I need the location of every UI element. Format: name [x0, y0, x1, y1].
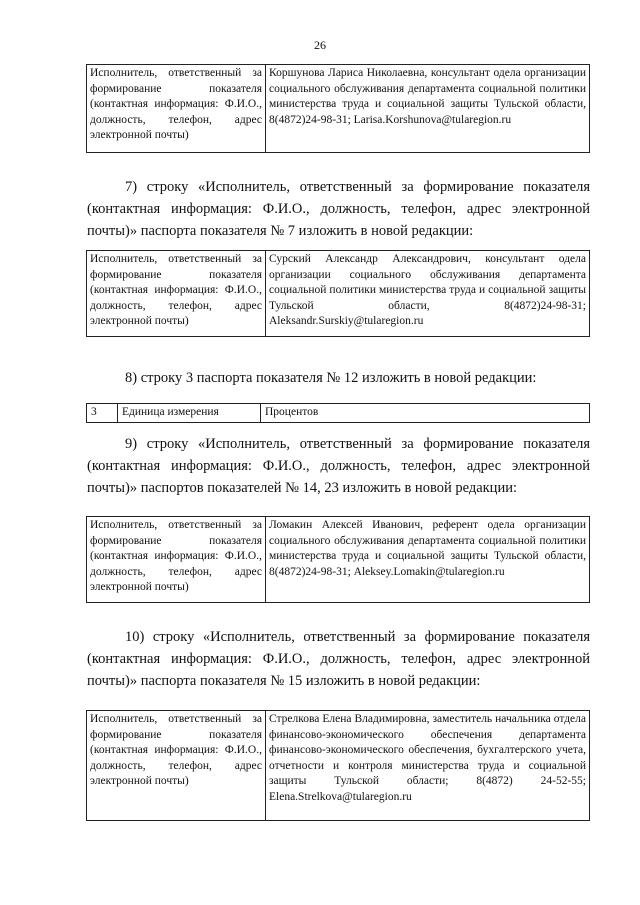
row-number: 3	[87, 404, 118, 423]
responsible-value: Коршунова Лариса Николаевна, консультант одела организации социального обслуживания департамента социальной политики министерства труда и социальной защиты Тульской области, 8(4872)24-98-31; Larisa.Korshunova@tularegion.ru	[266, 65, 590, 153]
row-value: Процентов	[261, 404, 590, 423]
contact-table-lomakin	[86, 516, 590, 603]
responsible-label: Исполнитель, ответственный за формирование показателя (контактная информация: Ф.И.О., должность, телефон, адрес электронной почты)	[87, 711, 266, 821]
responsible-value: Стрелкова Елена Владимировна, заместитель начальника отдела финансово-экономического обеспечения департамента финансово-экономического обеспечения, бухгалтерского учета, отчетности и контроля министерства труда и социальной защиты Тульской области; 8(4872) 24-52-55; Elena.Strelkova@tularegion.ru	[266, 711, 590, 821]
responsible-value: Сурский Александр Александрович, консультант одела организации социального обслуживания департамента социальной политики министерства труда и социальной защиты Тульской области, 8(4872)24-98-31; Aleksandr.Surskiy@tularegion.ru	[266, 251, 590, 337]
row-name: Единица измерения	[118, 404, 261, 423]
contact-table-surskiy	[86, 250, 590, 337]
paragraph-9: 9) строку «Исполнитель, ответственный за формирование показателя (контактная информация: Ф.И.О., должность, телефон, адрес электронной почты)» паспортов показателей № 14, 23 изложить в новой редакции:	[87, 436, 590, 496]
responsible-label: Исполнитель, ответственный за формирование показателя (контактная информация: Ф.И.О., должность, телефон, адрес электронной почты)	[87, 65, 266, 153]
page-number: 26	[314, 38, 326, 52]
contact-table-strelkova	[86, 710, 590, 821]
paragraph-8: 8) строку 3 паспорта показателя № 12 изложить в новой редакции:	[125, 370, 537, 386]
responsible-label: Исполнитель, ответственный за формирование показателя (контактная информация: Ф.И.О., должность, телефон, адрес электронной почты)	[87, 251, 266, 337]
paragraph-7: 7) строку «Исполнитель, ответственный за формирование показателя (контактная информация: Ф.И.О., должность, телефон, адрес электронной почты)» паспорта показателя № 7 изложить в новой редакции:	[87, 179, 590, 239]
responsible-label: Исполнитель, ответственный за формирование показателя (контактная информация: Ф.И.О., должность, телефон, адрес электронной почты)	[87, 517, 266, 603]
responsible-value: Ломакин Алексей Иванович, референт одела организации социального обслуживания департамента социальной политики министерства труда и социальной защиты Тульской области, 8(4872)24-98-31; Aleksey.Lomakin@tularegion.ru	[266, 517, 590, 603]
contact-table-korshunova	[86, 64, 590, 153]
paragraph-10: 10) строку «Исполнитель, ответственный за формирование показателя (контактная информация: Ф.И.О., должность, телефон, адрес электронной почты)» паспорта показателя № 15 изложить в новой редакции:	[87, 629, 590, 689]
unit-table	[86, 403, 590, 423]
